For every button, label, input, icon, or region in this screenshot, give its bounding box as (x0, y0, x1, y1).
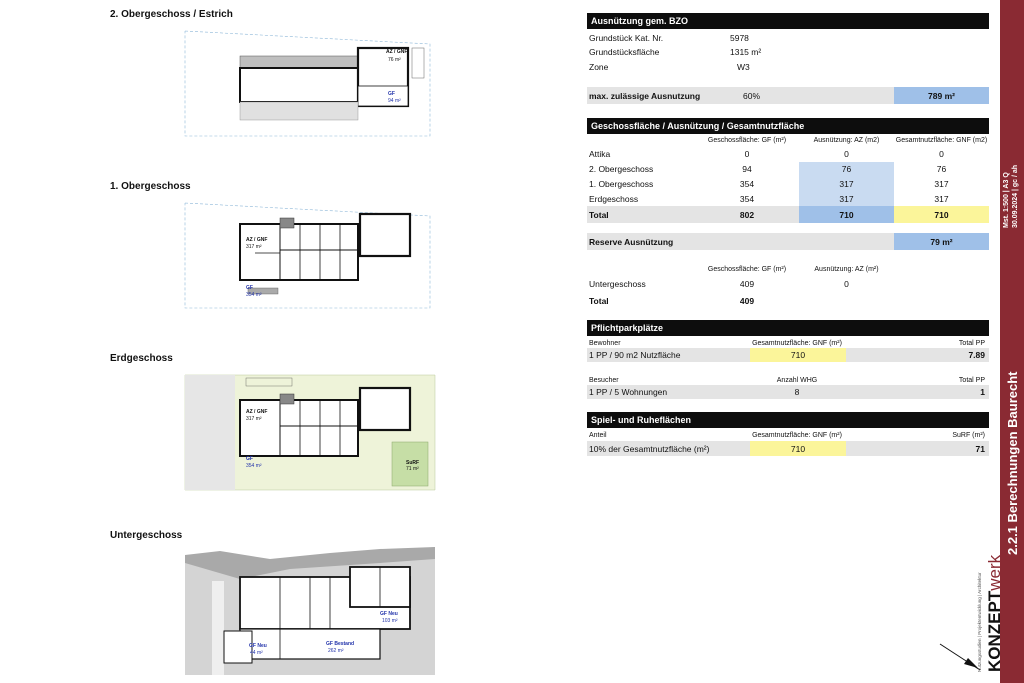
plan-ug-gf-bestand-value: 262 m² (328, 648, 344, 654)
bes-value: 8 (794, 387, 800, 397)
bew-col: Gesamtnutzfläche: GNF (m²) (752, 340, 842, 347)
gf-col-gf: Geschossfläche: GF (m²) (707, 137, 787, 144)
logo-part-b: werk (985, 554, 1004, 591)
spiel-total: 71 (975, 444, 985, 454)
sheet-scale: Mst. 1:500 | A3 Q (1003, 172, 1010, 228)
row-label: 2. Obergeschoss (589, 164, 654, 174)
plan-ug-gf-bestand-label: GF Bestand (326, 641, 355, 647)
plan-og1-gf-value: 354 m² (246, 292, 262, 298)
reserve-value: 79 m² (930, 237, 953, 247)
ug-gf: 409 (739, 279, 755, 289)
kat-value: 5978 (730, 33, 749, 43)
spiel-header: Spiel- und Ruheflächen (587, 412, 989, 428)
row-gnf: 76 (936, 164, 947, 174)
ug-col-gf: Geschossfläche: GF (m²) (707, 266, 787, 273)
floor-title-og1: 1. Obergeschoss (110, 181, 191, 192)
flaeche-label: Grundstücksfläche (589, 47, 660, 57)
bew-value: 710 (790, 350, 806, 360)
reserve-label: Reserve Ausnützung (589, 237, 674, 247)
bes-total: 1 (980, 387, 985, 397)
row-az: 317 (839, 179, 854, 189)
sheet-title: 2.2.1 Berechnungen Baurecht (1005, 371, 1020, 555)
gf-header: Geschossfläche / Ausnützung / Gesamtnutzfläche (587, 118, 989, 134)
plan-og1-az-value: 317 m² (246, 244, 262, 250)
plan-eg-az-value: 317 m² (246, 416, 262, 422)
floorplan-og1 (180, 198, 440, 318)
flaeche-value: 1315 m² (730, 47, 762, 57)
bew-total-col: Total PP (958, 340, 985, 347)
floorplan-ug (180, 545, 440, 677)
gf-col-az: Ausnützung: AZ (m2) (813, 137, 880, 144)
plan-eg-surf-value: 71 m² (406, 466, 419, 472)
bes-label: Besucher (589, 377, 619, 384)
plan-eg-az-label: AZ / GNF (246, 409, 268, 415)
row-gnf: 317 (934, 179, 949, 189)
row-gf: 354 (739, 194, 755, 204)
ug-col-az: Ausnützung: AZ (m²) (814, 266, 879, 273)
spiel-row: 10% der Gesamtnutzfläche (m²) (589, 444, 710, 454)
kat-label: Grundstück Kat. Nr. (589, 33, 664, 43)
plan-ug-gf-neu-label: GF Neu (380, 611, 398, 617)
spiel-value: 710 (790, 444, 806, 454)
plan-eg-gf-value: 354 m² (246, 463, 262, 469)
pp-header: Pflichtparkplätze (587, 320, 989, 336)
row-gf: 354 (739, 179, 755, 189)
floorplan-eg (180, 372, 440, 494)
row-label: Erdgeschoss (589, 194, 639, 204)
bes-total-col: Total PP (958, 377, 985, 384)
max-value: 789 m² (928, 91, 955, 101)
floorplan-og2 (180, 26, 440, 146)
spiel-col: Gesamtnutzfläche: GNF (m²) (752, 432, 842, 439)
zone-value: W3 (737, 62, 750, 72)
plan-og1-gf-label: GF (246, 285, 253, 291)
surf-col: SuRF (m²) (952, 432, 985, 439)
max-pct: 60% (743, 91, 761, 101)
row-label: 1. Obergeschoss (589, 179, 654, 189)
plan-og2-gf-label: GF (388, 91, 395, 97)
row-gf: 0 (744, 149, 750, 159)
floor-title-og2: 2. Obergeschoss / Estrich (110, 9, 233, 20)
ug-total: 409 (739, 296, 755, 306)
anteil-label: Anteil (589, 432, 607, 439)
total-label: Total (589, 210, 609, 220)
ug-total-label: Total (589, 296, 609, 306)
calculation-report (587, 0, 989, 683)
row-label: Attika (589, 149, 611, 159)
plan-ug-gf-neu2-value: 44 m² (250, 650, 263, 656)
floor-title-eg: Erdgeschoss (110, 353, 173, 364)
plan-og2-az-label: AZ / GNF (386, 49, 408, 55)
plan-og2-gf-value: 94 m² (388, 98, 401, 104)
total-az: 710 (839, 210, 854, 220)
row-gnf: 0 (939, 149, 944, 159)
total-gf: 802 (739, 210, 755, 220)
plan-eg-surf-label: SuRF (406, 460, 420, 466)
plan-eg-gf-label: GF (246, 456, 253, 462)
plan-og2-az-value: 76 m² (388, 57, 401, 63)
plan-ug-gf-neu-value: 103 m² (382, 618, 398, 624)
sheet-date: 30.09.2024 | gc / ah (1012, 164, 1019, 228)
row-gf: 94 (742, 164, 752, 174)
max-label: max. zulässige Ausnutzung (589, 91, 701, 101)
bes-col: Anzahl WHG (776, 377, 818, 384)
bew-row: 1 PP / 90 m2 Nutzfläche (589, 350, 681, 360)
logo-subtitle: Nutzungsstudien | Projektentwicklung | Architektur (977, 572, 982, 672)
zone-label: Zone (589, 62, 609, 72)
logo-part-a: KONZEPT (985, 590, 1004, 672)
ug-az: 0 (844, 279, 849, 289)
bew-label: Bewohner (589, 340, 621, 347)
bzo-header: Ausnützung gem. BZO (587, 13, 989, 29)
plan-og1-az-label: AZ / GNF (246, 237, 268, 243)
row-gnf: 317 (934, 194, 949, 204)
ug-label: Untergeschoss (589, 279, 646, 289)
floor-title-ug: Untergeschoss (110, 530, 183, 541)
gf-col-gnf: Gesamtnutzfläche: GNF (m2) (895, 137, 988, 144)
bew-total: 7.89 (968, 350, 985, 360)
total-gnf: 710 (934, 210, 949, 220)
plan-ug-gf-neu2-label: GF Neu (249, 643, 267, 649)
row-az: 76 (841, 164, 852, 174)
row-az: 317 (839, 194, 854, 204)
logo-konzeptwerk (985, 555, 1005, 672)
bes-row: 1 PP / 5 Wohnungen (589, 387, 668, 397)
row-az: 0 (844, 149, 849, 159)
